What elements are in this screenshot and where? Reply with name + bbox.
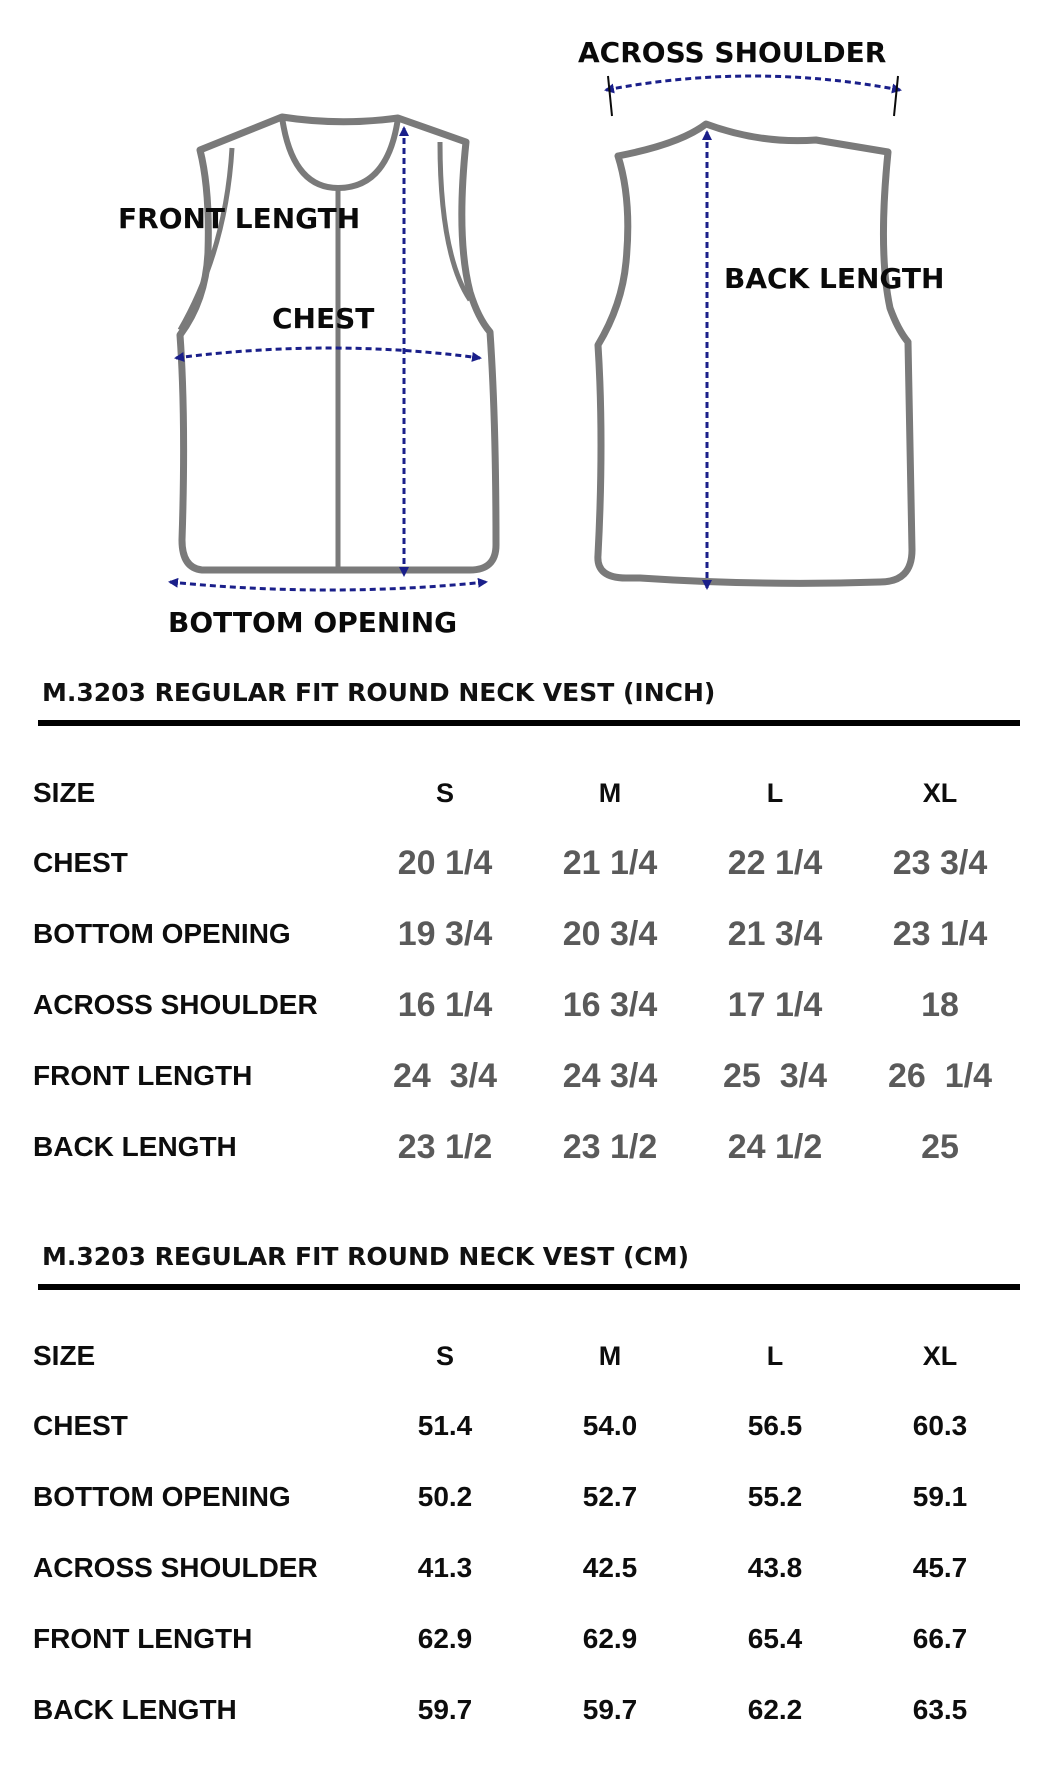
inch-cell: 24 3/4 [562,1057,658,1095]
inch-cell: 16 1/4 [397,986,493,1024]
bottom-opening-arrow [170,582,486,590]
inch-row-bottom-opening [0,914,1051,954]
inch-row-label: ACROSS SHOULDER [33,989,318,1020]
inch-row-back-length [0,1127,1051,1167]
cm-row-label: ACROSS SHOULDER [33,1552,318,1583]
cm-row-label: FRONT LENGTH [33,1623,253,1654]
cm-header-label: SIZE [33,1340,96,1371]
front-vest [118,117,496,639]
inch-cell: 24 3/4 [393,1057,497,1095]
inch-cell: 23 3/4 [892,844,988,882]
back-length-label: BACK LENGTH [724,262,945,295]
shoulder-tick-left [608,76,612,116]
front-length-label: FRONT LENGTH [118,202,361,235]
cm-row-chest [0,1406,1051,1446]
cm-cell: 43.8 [747,1552,803,1583]
inch-row-label: BACK LENGTH [33,1131,237,1162]
inch-cell: 25 [921,1128,959,1166]
inch-cell: 24 1/2 [727,1128,823,1166]
cm-size-l: L [766,1341,784,1371]
chest-arrow [176,348,480,358]
cm-table-title: M.3203 REGULAR FIT ROUND NECK VEST (CM) [42,1242,690,1271]
back-vest [578,36,944,588]
shoulder-tick-right [894,76,898,116]
inch-row-label: CHEST [33,847,128,878]
inch-cell: 17 1/4 [727,986,823,1024]
cm-cell: 59.7 [417,1694,473,1725]
inch-row-front-length [0,1056,1051,1096]
vest-diagram [0,0,1051,660]
cm-size-s: S [435,1341,454,1371]
back-vest-outline [598,124,912,583]
cm-cell: 50.2 [417,1481,473,1512]
inch-cell: 16 3/4 [562,986,658,1024]
cm-row-bottom-opening [0,1477,1051,1517]
inch-cell: 21 1/4 [562,844,658,882]
cm-row-front-length [0,1619,1051,1659]
inch-row-label: FRONT LENGTH [33,1060,253,1091]
inch-cell: 23 1/4 [892,915,988,953]
cm-title-divider [38,1284,1020,1290]
inch-cell: 25 3/4 [723,1057,827,1095]
cm-cell: 51.4 [417,1410,473,1441]
cm-cell: 66.7 [912,1623,968,1654]
inch-table-title: M.3203 REGULAR FIT ROUND NECK VEST (INCH) [42,678,716,707]
cm-cell: 55.2 [747,1481,803,1512]
bottom-opening-label: BOTTOM OPENING [168,606,458,639]
cm-cell: 59.1 [912,1481,968,1512]
inch-header-label: SIZE [33,777,96,808]
inch-cell: 23 1/2 [397,1128,493,1166]
inch-cell: 19 3/4 [397,915,493,953]
inch-header-row [0,773,1051,813]
cm-cell: 62.9 [417,1623,473,1654]
cm-header-row [0,1336,1051,1376]
across-shoulder-arrow [606,76,900,90]
across-shoulder-label: ACROSS SHOULDER [578,36,887,69]
inch-cell: 26 1/4 [888,1057,992,1095]
inch-size-xl: XL [922,778,958,808]
cm-row-label: BACK LENGTH [33,1694,237,1725]
cm-row-across-shoulder [0,1548,1051,1588]
inch-row-chest [0,843,1051,883]
cm-row-label: BOTTOM OPENING [33,1481,291,1512]
cm-cell: 60.3 [912,1410,968,1441]
cm-cell: 65.4 [747,1623,803,1654]
chest-label: CHEST [272,302,375,335]
cm-cell: 59.7 [582,1694,638,1725]
inch-size-m: M [598,778,622,808]
inch-row-across-shoulder [0,985,1051,1025]
inch-cell: 20 3/4 [562,915,658,953]
cm-cell: 52.7 [582,1481,638,1512]
cm-size-xl: XL [922,1341,958,1371]
cm-cell: 45.7 [912,1552,968,1583]
cm-cell: 62.2 [747,1694,803,1725]
cm-cell: 56.5 [747,1410,803,1441]
inch-cell: 23 1/2 [562,1128,658,1166]
cm-row-label: CHEST [33,1410,128,1441]
inch-cell: 18 [921,986,959,1024]
cm-cell: 41.3 [417,1552,473,1583]
inch-size-l: L [766,778,784,808]
front-neckline [282,117,398,188]
inch-cell: 21 3/4 [727,915,823,953]
cm-cell: 63.5 [912,1694,968,1725]
inch-cell: 20 1/4 [397,844,493,882]
cm-cell: 42.5 [582,1552,638,1583]
inch-row-label: BOTTOM OPENING [33,918,291,949]
inch-size-s: S [435,778,454,808]
cm-size-m: M [598,1341,622,1371]
cm-cell: 54.0 [582,1410,638,1441]
cm-row-back-length [0,1690,1051,1730]
inch-title-divider [38,720,1020,726]
cm-cell: 62.9 [582,1623,638,1654]
inch-cell: 22 1/4 [727,844,823,882]
